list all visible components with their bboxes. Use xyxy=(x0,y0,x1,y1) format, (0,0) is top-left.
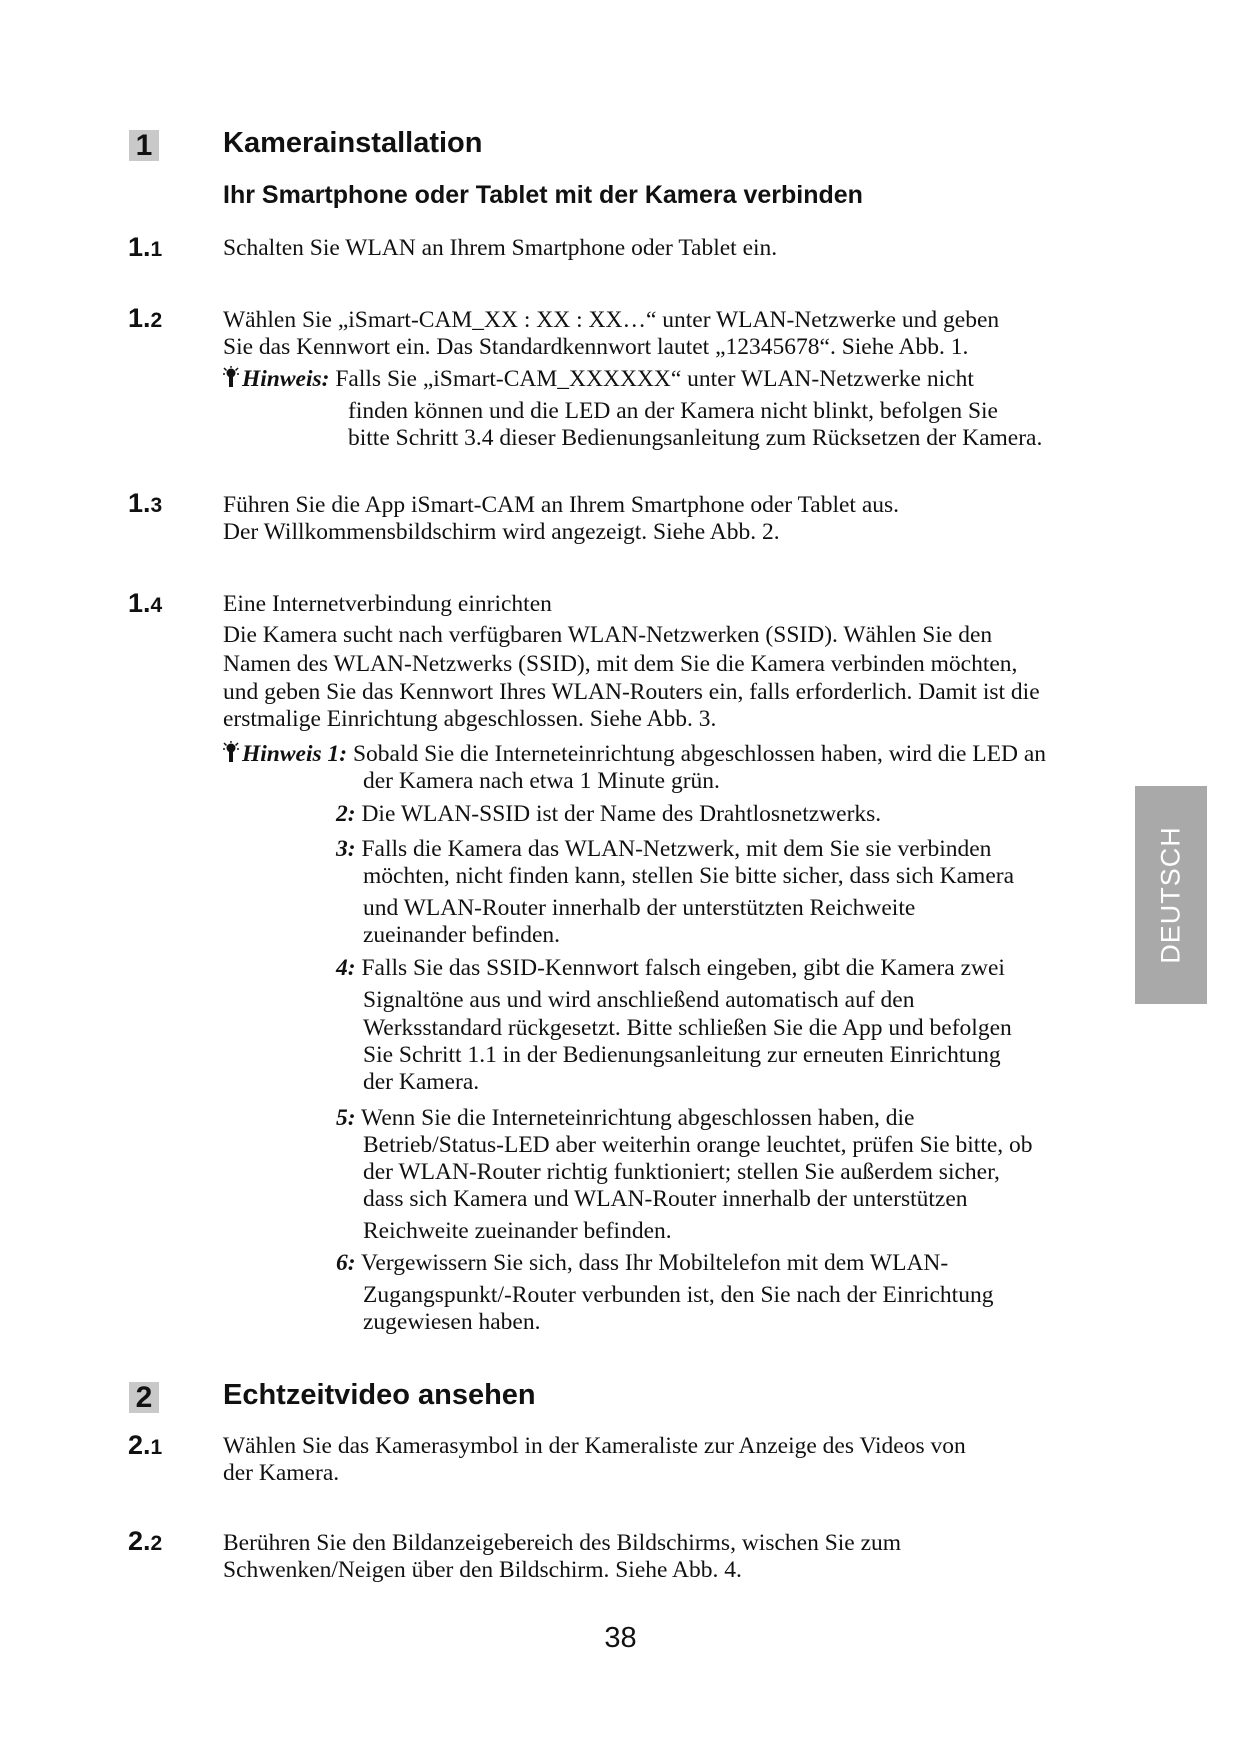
note-6: 6: Vergewissern Sie sich, dass Ihr Mobiltelefon mit dem WLAN- xyxy=(336,1250,949,1276)
note-2: 2: Die WLAN-SSID ist der Name des Drahtlosnetzwerks. xyxy=(336,801,882,827)
note-5-line: Betrieb/Status-LED aber weiterhin orange leuchtet, prüfen Sie bitte, ob xyxy=(363,1132,1033,1158)
step-number-2-1: 2.1 xyxy=(128,1430,163,1460)
step-2-2-line: Schwenken/Neigen über den Bildschirm. Siehe Abb. 4. xyxy=(223,1557,742,1583)
note-4: 4: Falls Sie das SSID-Kennwort falsch eingeben, gibt die Kamera zwei xyxy=(336,955,1005,981)
step-1-4-line: Namen des WLAN-Netzwerks (SSID), mit dem Sie die Kamera verbinden möchten, xyxy=(223,651,1018,677)
step-2-1-line: der Kamera. xyxy=(223,1460,340,1486)
note-5-line: dass sich Kamera und WLAN-Router innerhalb der unterstützen xyxy=(363,1186,968,1212)
step-1-4-line: Die Kamera sucht nach verfügbaren WLAN-Netzwerken (SSID). Wählen Sie den xyxy=(223,622,993,648)
lightbulb-icon xyxy=(222,741,240,765)
section-1-subtitle: Ihr Smartphone oder Tablet mit der Kamera verbinden xyxy=(223,181,863,209)
section-2-title: Echtzeitvideo ansehen xyxy=(223,1379,536,1411)
note-6-line: zugewiesen haben. xyxy=(363,1309,541,1335)
language-tab-label: DEUTSCH xyxy=(1155,826,1186,964)
note-5-line: Reichweite zueinander befinden. xyxy=(363,1218,672,1244)
step-1-2-line: Wählen Sie „iSmart-CAM_XX : XX : XX…“ unter WLAN-Netzwerke und geben xyxy=(223,307,1000,333)
step-number-2-2: 2.2 xyxy=(128,1526,163,1556)
note-3-line: und WLAN-Router innerhalb der unterstützten Reichweite xyxy=(363,895,916,921)
note-label: Hinweis 1: xyxy=(242,741,348,767)
section-1-title: Kamerainstallation xyxy=(223,127,483,159)
note-5-line: der WLAN-Router richtig funktioniert; stellen Sie außerdem sicher, xyxy=(363,1159,1000,1185)
language-tab xyxy=(1135,786,1207,1004)
step-number-1-3: 1.3 xyxy=(128,488,163,518)
note-1: Hinweis 1: Sobald Sie die Interneteinrichtung abgeschlossen haben, wird die LED an xyxy=(222,741,1046,768)
step-1-2-note-line: bitte Schritt 3.4 dieser Bedienungsanleitung zum Rücksetzen der Kamera. xyxy=(348,425,1043,451)
step-1-4-line: Eine Internetverbindung einrichten xyxy=(223,591,552,617)
step-1-2-note-line: finden können und die LED an der Kamera nicht blinkt, befolgen Sie xyxy=(348,398,998,424)
step-1-2-note: Hinweis: Falls Sie „iSmart-CAM_XXXXXX“ unter WLAN-Netzwerke nicht xyxy=(222,366,974,393)
note-5: 5: Wenn Sie die Interneteinrichtung abgeschlossen haben, die xyxy=(336,1105,915,1131)
note-3: 3: Falls die Kamera das WLAN-Netzwerk, mit dem Sie sie verbinden xyxy=(336,836,992,862)
step-number-1-1: 1.1 xyxy=(128,232,163,262)
step-1-4-line: erstmalige Einrichtung abgeschlossen. Siehe Abb. 3. xyxy=(223,706,717,732)
note-1-line: der Kamera nach etwa 1 Minute grün. xyxy=(363,768,720,794)
note-3-line: zueinander befinden. xyxy=(363,922,561,948)
step-1-3-line: Der Willkommensbildschirm wird angezeigt. Siehe Abb. 2. xyxy=(223,519,780,545)
note-3-line: möchten, nicht finden kann, stellen Sie bitte sicher, dass sich Kamera xyxy=(363,863,1015,889)
step-2-2-line: Berühren Sie den Bildanzeigebereich des Bildschirms, wischen Sie zum xyxy=(223,1530,902,1556)
step-number-1-4: 1.4 xyxy=(128,588,163,618)
step-1-2-line: Sie das Kennwort ein. Das Standardkennwort lautet „12345678“. Siehe Abb. 1. xyxy=(223,334,969,360)
page-number: 38 xyxy=(604,1622,637,1654)
step-1-4-line: und geben Sie das Kennwort Ihres WLAN-Routers ein, falls erforderlich. Damit ist die xyxy=(223,679,1040,705)
note-label: Hinweis: xyxy=(242,366,330,392)
note-6-line: Zugangspunkt/-Router verbunden ist, den Sie nach der Einrichtung xyxy=(363,1282,994,1308)
step-2-1-line: Wählen Sie das Kamerasymbol in der Kameraliste zur Anzeige des Videos von xyxy=(223,1433,966,1459)
note-4-line: der Kamera. xyxy=(363,1069,480,1095)
step-1-3-line: Führen Sie die App iSmart-CAM an Ihrem Smartphone oder Tablet aus. xyxy=(223,492,900,518)
note-4-line: Sie Schritt 1.1 in der Bedienungsanleitung zur erneuten Einrichtung xyxy=(363,1042,1001,1068)
lightbulb-icon xyxy=(222,366,240,390)
note-4-line: Signaltöne aus und wird anschließend automatisch auf den xyxy=(363,987,915,1013)
note-4-line: Werksstandard rückgesetzt. Bitte schließen Sie die App und befolgen xyxy=(363,1015,1012,1041)
section-2-badge: 2 xyxy=(129,1382,159,1413)
step-1-1-text: Schalten Sie WLAN an Ihrem Smartphone oder Tablet ein. xyxy=(223,235,778,261)
step-number-1-2: 1.2 xyxy=(128,303,163,333)
section-1-badge: 1 xyxy=(129,130,159,161)
